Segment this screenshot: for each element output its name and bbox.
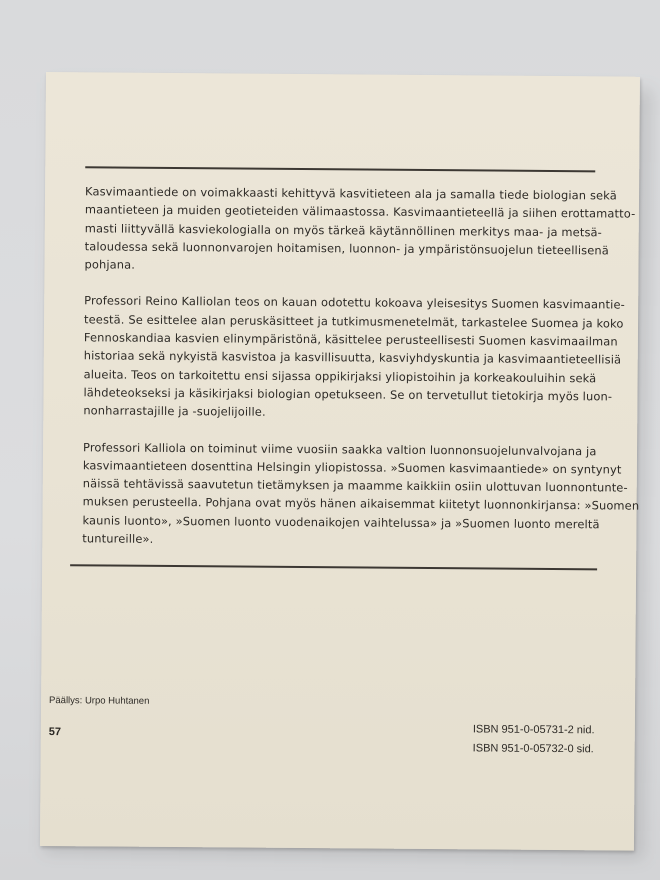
- page-code: 57: [48, 726, 62, 739]
- text-line: taloudessa sekä luonnonvarojen hoitamisen, luonnon- ja ympäristönsuojelun tieteellisenä: [84, 239, 609, 258]
- text-line: kasvimaantieteen dosenttina Helsingin yliopistossa. »Suomen kasvimaantiede» on syntynyt: [82, 458, 622, 477]
- text-line: kaunis luonto», »Suomen luonto vuodenaikojen vaihtelussa» ja »Suomen luonto mereltä: [82, 513, 600, 532]
- text-line: historiaa sekä nykyistä kasvistoa ja kasvillisuutta, kasviyhdyskuntia ja kasvimaantieteellisiä: [83, 348, 622, 367]
- text-line: nonharrastajille ja -suojelijoille.: [83, 403, 266, 420]
- paragraph-2: [83, 292, 625, 424]
- text-line: muksen perusteella. Pohjana ovat myös hänen aikaisemmat kiitetyt luonnonkirjansa: »Suomen: [82, 494, 640, 514]
- isbn-paperback: ISBN 951-0-05731-2 nid.: [472, 723, 595, 737]
- isbn-hardcover: ISBN 951-0-05732-0 sid.: [472, 742, 594, 756]
- text-line: pohjana.: [84, 257, 136, 272]
- text-line: Professori Kalliola on toiminut viime vuosiin saakka valtion luonnonsuojelunvalvojana ja: [83, 439, 597, 458]
- text-line: tuntureille».: [82, 531, 154, 546]
- text-line: Professori Reino Kalliolan teos on kauan odotettu kokoava yleisesitys Suomen kasvimaantie-: [84, 293, 625, 313]
- paragraph-1: [84, 182, 636, 277]
- book-back-cover: [40, 72, 640, 851]
- text-line: Fennoskandiaa kasvien elinympäristönä, käsittelee perusteellisesti Suomen kasvimaailman: [83, 330, 618, 349]
- blurb-text: [82, 182, 640, 569]
- text-line: masti liittyvällä kasviekologialla on myös tärkeä käytännöllinen merkitys maa- ja metsä-: [84, 220, 603, 239]
- text-line: näissä tehtävissä saavutetun tietämyksen ja maamme kaikkiin osiin ulottuvan luonnontunte-: [82, 476, 628, 495]
- text-line: lähdeteokseksi ja käsikirjaksi biologian opetukseen. Se on tervetullut tietokirja myös luon-: [83, 385, 613, 404]
- text-line: Kasvimaantiede on voimakkaasti kehittyvä kasvitieteen ala ja samalla tiede biologian sekä: [85, 184, 617, 203]
- text-line: alueita. Teos on tarkoitettu ensi sijassa oppikirjaksi yliopistoihin ja korkeakouluihin sekä: [83, 366, 597, 386]
- text-line: maantieteen ja muiden geotieteiden välimaastossa. Kasvimaantieteellä ja siihen erottamatto-: [84, 202, 636, 221]
- cover-design-credit: Päällys: Urpo Huhtanen: [49, 695, 150, 707]
- paragraph-3: [82, 438, 640, 552]
- text-line: teestä. Se esittelee alan peruskäsitteet ja tutkimusmenetelmät, tarkastelee Suomea ja koko: [84, 312, 624, 331]
- isbn-block: [473, 720, 595, 759]
- top-rule: [85, 166, 595, 172]
